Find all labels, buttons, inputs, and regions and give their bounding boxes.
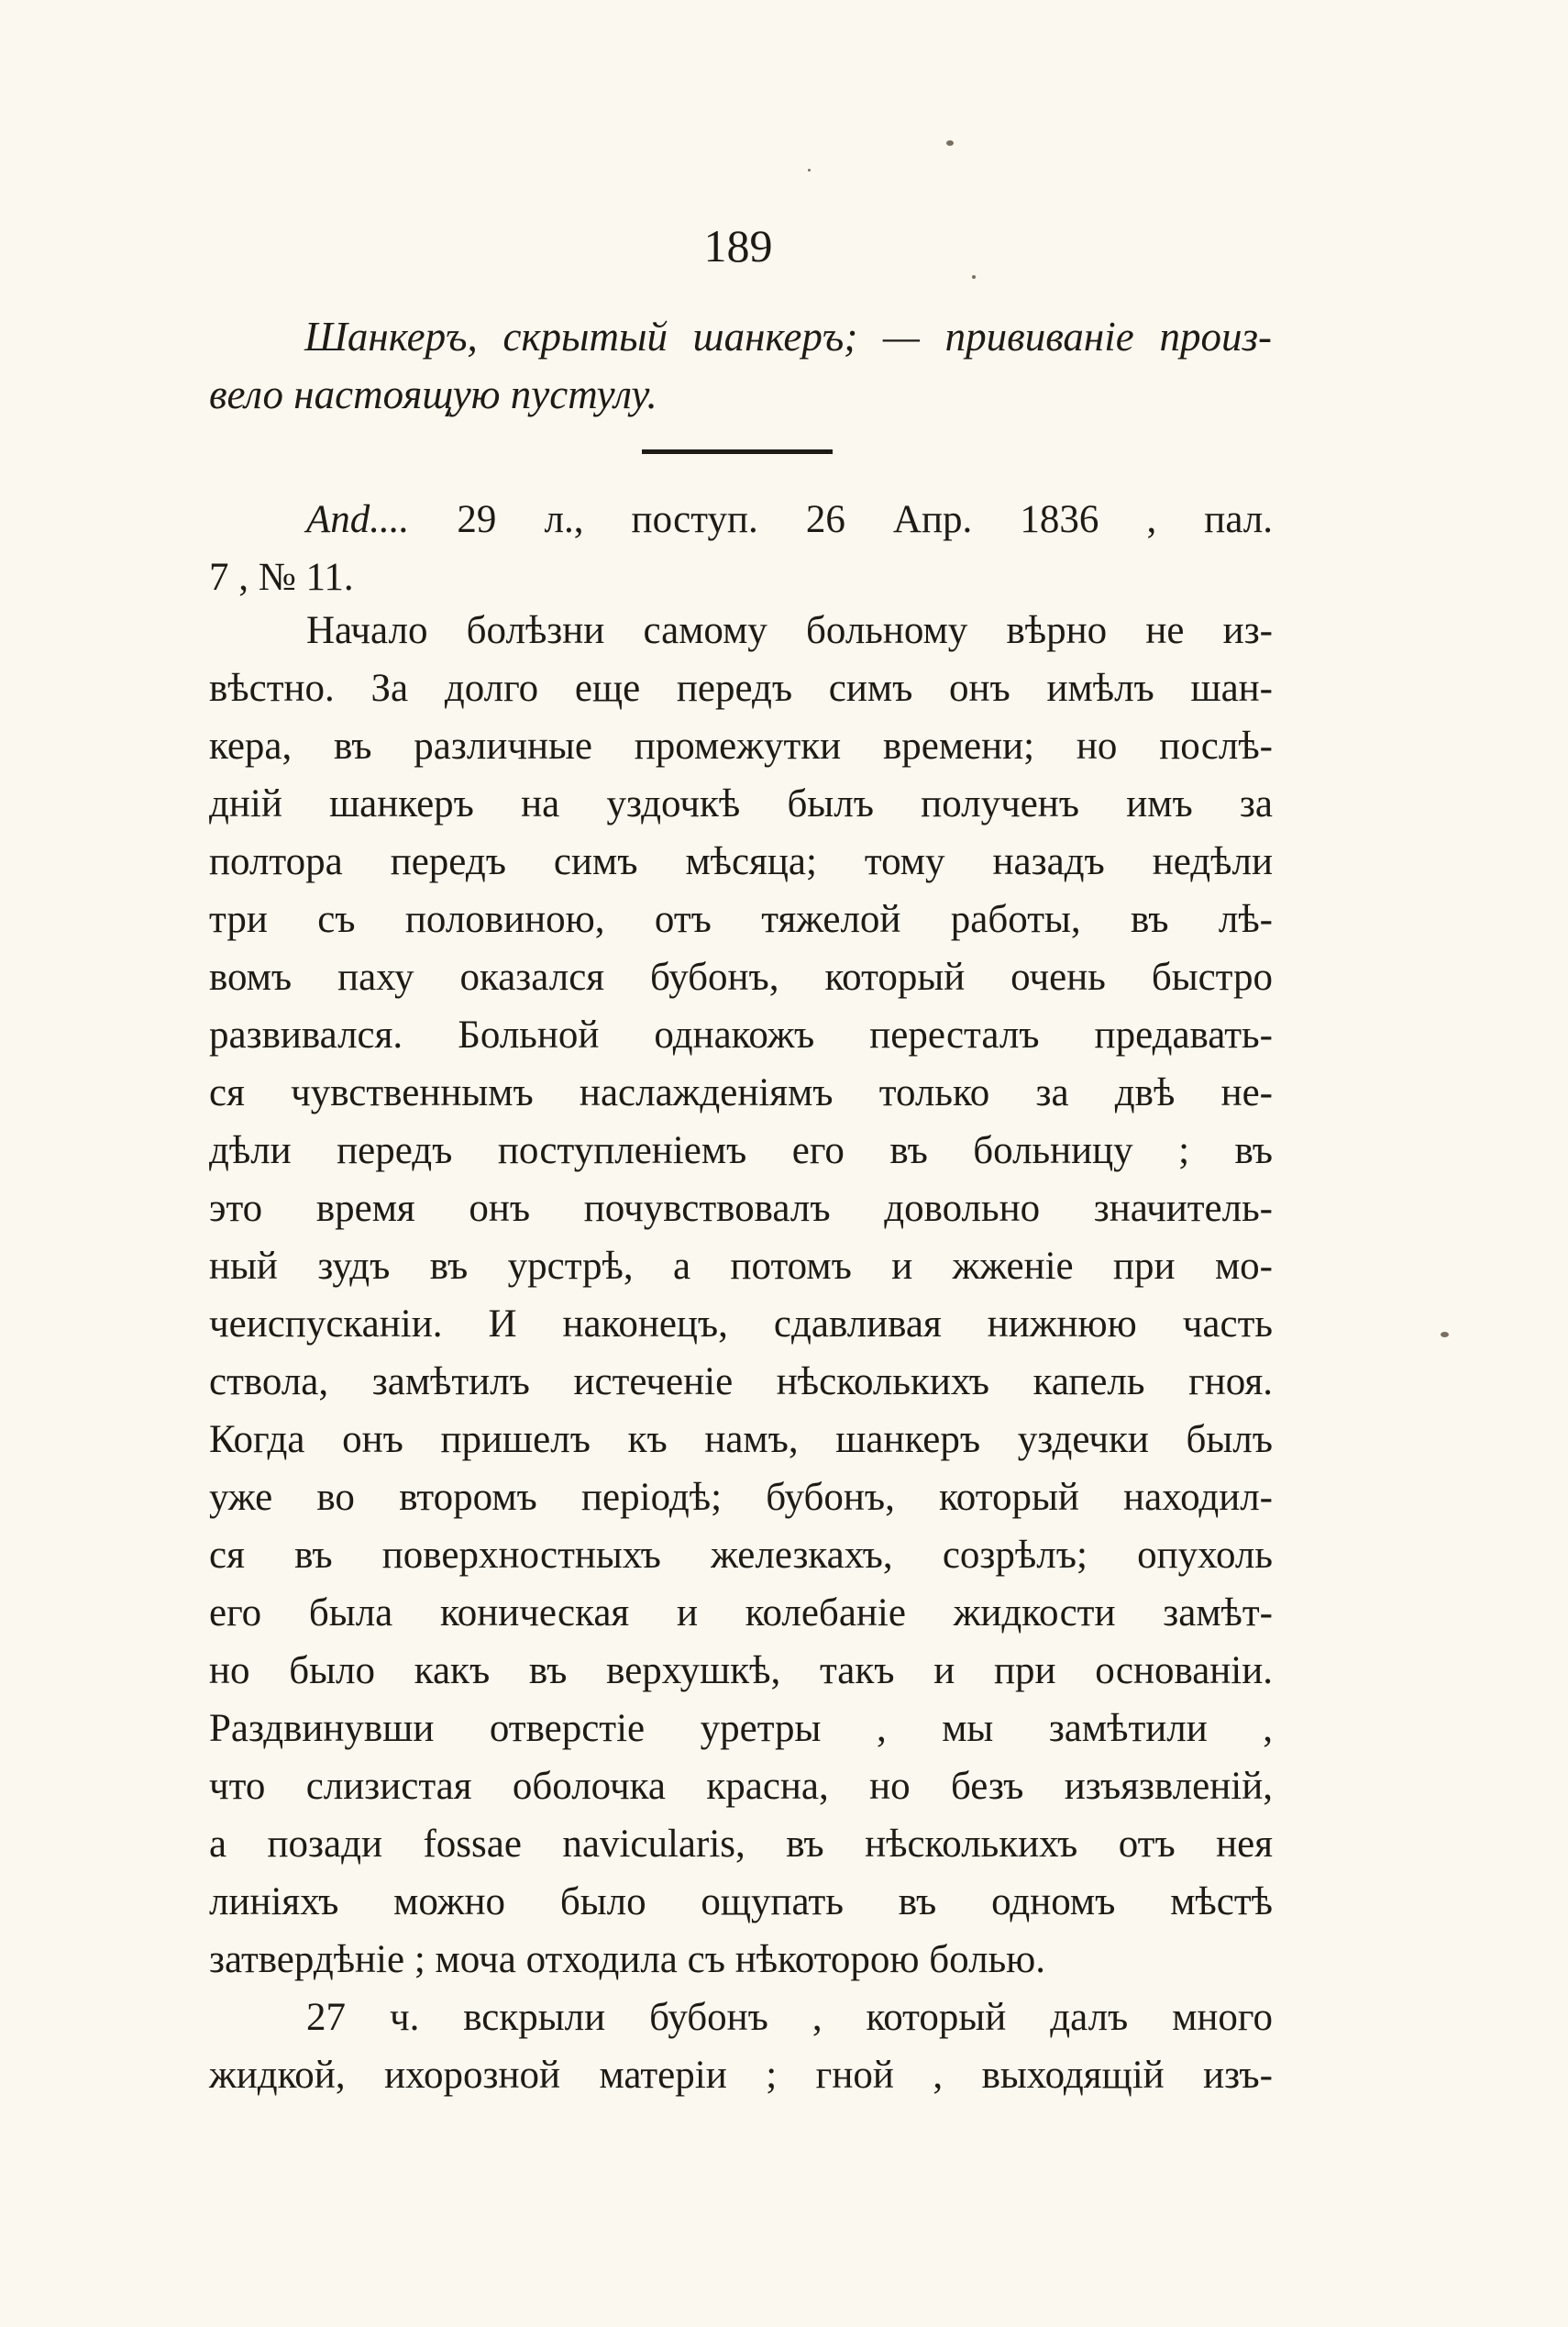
section-divider xyxy=(642,449,833,454)
text-line: а позади fossae navicularis, въ нѣсколькихъ отъ нея xyxy=(209,1823,1273,1866)
text-line: развивался. Больной однакожъ пересталъ предавать- xyxy=(209,1014,1273,1057)
text-line: Когда онъ пришелъ къ намъ, шанкеръ уздечки былъ xyxy=(209,1418,1273,1461)
text-line: что слизистая оболочка красна, но безъ изъязвленій, xyxy=(209,1765,1273,1808)
text-line: это время онъ почувствовалъ довольно значитель- xyxy=(209,1187,1273,1230)
text-line: ся чувственнымъ наслажденіямъ только за двѣ не- xyxy=(209,1071,1273,1114)
text-line: вомъ паху оказался бубонъ, который очень быстро xyxy=(209,956,1273,999)
text-line: но было какъ въ верхушкѣ, такъ и при основаніи. xyxy=(209,1649,1273,1692)
text-line: кера, въ различные промежутки времени; но послѣ- xyxy=(209,725,1273,768)
text-line: 27 ч. вскрыли бубонъ , который далъ много xyxy=(306,1996,1273,2039)
page-number: 189 xyxy=(703,220,773,271)
text-line: вѣстно. За долго еще передъ симъ онъ имѣлъ шан- xyxy=(209,667,1273,710)
text-line: уже во второмъ періодѣ; бубонъ, который находил- xyxy=(209,1476,1273,1519)
text-line: Начало болѣзни самому больному вѣрно не из- xyxy=(306,609,1273,652)
text-line: ся въ поверхностныхъ железкахъ, созрѣлъ; опухоль xyxy=(209,1534,1273,1577)
case-title-line-2: вело настоящую пустулу. xyxy=(209,371,657,417)
case-header-line-1 xyxy=(306,491,1273,549)
patient-initials: And.... xyxy=(306,498,410,541)
text-line: три съ половиною, отъ тяжелой работы, въ лѣ- xyxy=(209,898,1273,941)
text-line: жидкой, ихорозной матеріи ; гной , выходящій изъ- xyxy=(209,2054,1273,2097)
text-line: его была коническая и колебаніе жидкости замѣт- xyxy=(209,1591,1273,1634)
text-line: ствола, замѣтилъ истеченіе нѣсколькихъ капель гноя. xyxy=(209,1360,1273,1403)
patient-details: 29 л., поступ. 26 Апр. 1836 , пал. xyxy=(409,498,1273,541)
text-line: чеиспусканіи. И наконецъ, сдавливая нижнюю часть xyxy=(209,1302,1273,1346)
text-line: затвердѣніе ; моча отходила съ нѣкоторою болью. xyxy=(209,1938,1046,1981)
text-line: ный зудъ въ урстрѣ, а потомъ и жженіе при мо- xyxy=(209,1245,1273,1288)
text-line: полтора передъ симъ мѣсяца; тому назадъ недѣли xyxy=(209,840,1273,883)
text-line: дѣли передъ поступленіемъ его въ больницу ; въ xyxy=(209,1129,1273,1172)
text-line: линіяхъ можно было ощупать въ одномъ мѣстѣ xyxy=(209,1880,1273,1923)
text-line: Раздвинувши отверстіе уретры , мы замѣтили , xyxy=(209,1707,1273,1750)
text-line: дній шанкеръ на уздочкѣ былъ полученъ имъ за xyxy=(209,782,1273,826)
case-header-line-2: 7 , № 11. xyxy=(209,556,354,599)
case-title-line-1: Шанкеръ, скрытый шанкеръ; — прививаніе произ- xyxy=(304,314,1272,360)
